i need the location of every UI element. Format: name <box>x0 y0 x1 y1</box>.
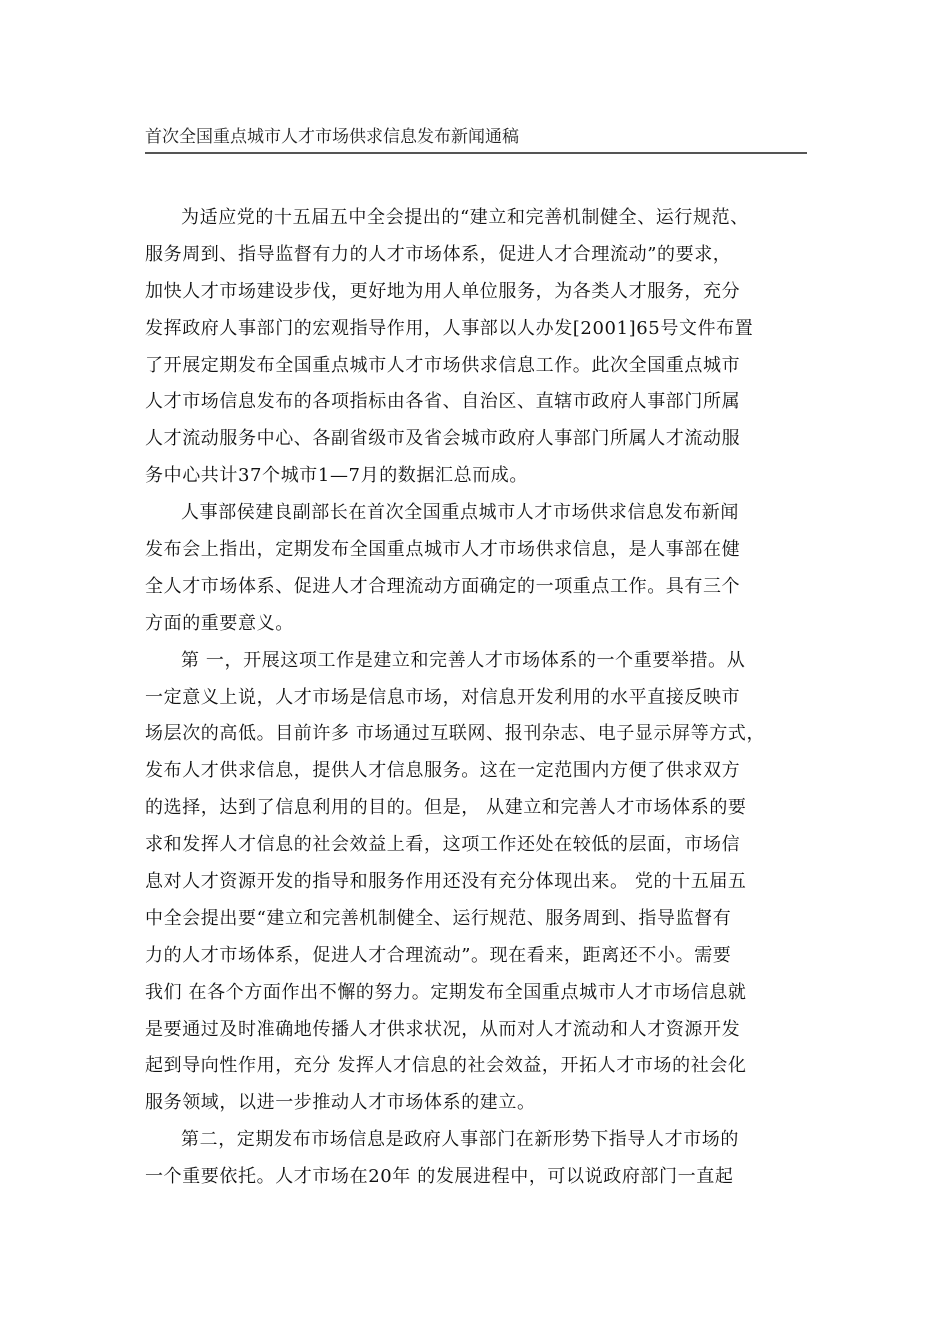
text-line: 人才市场信息发布的各项指标由各省、自治区、直辖市政府人事部门所属 <box>145 391 741 413</box>
text-line: 务中心共计37个城市1—7月的数据汇总而成。 <box>145 465 529 487</box>
text-line: 是要通过及时准确地传播人才供求状况，从而对人才流动和人才资源开发 <box>145 1018 741 1040</box>
text-line: 一个重要依托。人才市场在20年 的发展进程中，可以说政府部门一直起 <box>145 1166 734 1188</box>
text-line: 全人才市场体系、促进人才合理流动方面确定的一项重点工作。具有三个 <box>145 575 741 597</box>
text-line: 息对人才资源开发的指导和服务作用还没有充分体现出来。 党的十五届五 <box>145 871 747 893</box>
text-line: 服务周到、指导监督有力的人才市场体系，促进人才合理流动”的要求， <box>145 243 732 265</box>
text-line: 中全会提出要“建立和完善机制健全、运行规范、服务周到、指导监督有 <box>145 907 732 929</box>
text-line: 了开展定期发布全国重点城市人才市场供求信息工作。此次全国重点城市 <box>145 354 741 376</box>
text-line: 我们 在各个方面作出不懈的努力。定期发布全国重点城市人才市场信息就 <box>145 981 747 1003</box>
text-line: 服务领域，以进一步推动人才市场体系的建立。 <box>145 1092 536 1114</box>
paragraph-2 <box>145 495 815 643</box>
text-line: 力的人才市场体系，促进人才合理流动”。现在看来，距离还不小。需要 <box>145 944 732 966</box>
text-line: 的选择，达到了信息利用的目的。但是， 从建立和完善人才市场体系的要 <box>145 797 747 819</box>
text-line: 方面的重要意义。 <box>145 612 294 634</box>
paragraph-3 <box>145 643 815 1123</box>
text-line: 人才流动服务中心、各副省级市及省会城市政府人事部门所属人才流动服 <box>145 428 741 450</box>
page-title: 首次全国重点城市人才市场供求信息发布新闻通稿 <box>145 127 519 147</box>
text-line: 起到导向性作用，充分 发挥人才信息的社会效益，开拓人才市场的社会化 <box>145 1055 747 1077</box>
text-line: 人事部侯建良副部长在首次全国重点城市人才市场供求信息发布新闻 <box>181 502 739 524</box>
paragraph-1 <box>145 200 815 495</box>
text-line: 发布人才供求信息，提供人才信息服务。这在一定范围内方便了供求双方 <box>145 760 741 782</box>
page-header <box>145 124 807 154</box>
text-line: 第二，定期发布市场信息是政府人事部门在新形势下指导人才市场的 <box>181 1129 739 1151</box>
document-body <box>145 200 815 1196</box>
text-line: 场层次的高低。目前许多 市场通过互联网、报刊杂志、电子显示屏等方式， <box>145 723 766 745</box>
text-line: 为适应党的十五届五中全会提出的“建立和完善机制健全、运行规范、 <box>181 207 749 228</box>
text-line: 一定意义上说，人才市场是信息市场，对信息开发利用的水平直接反映市 <box>145 686 741 708</box>
text-line: 发布会上指出，定期发布全国重点城市人才市场供求信息，是人事部在健 <box>145 539 741 561</box>
text-line: 求和发挥人才信息的社会效益上看，这项工作还处在较低的层面，市场信 <box>145 834 741 856</box>
text-line: 发挥政府人事部门的宏观指导作用，人事部以人办发[2001]65号文件布置 <box>145 317 754 339</box>
paragraph-4 <box>145 1122 815 1196</box>
text-line: 第 一，开展这项工作是建立和完善人才市场体系的一个重要举措。从 <box>181 649 746 671</box>
text-line: 加快人才市场建设步伐，更好地为用人单位服务，为各类人才服务，充分 <box>145 280 741 302</box>
